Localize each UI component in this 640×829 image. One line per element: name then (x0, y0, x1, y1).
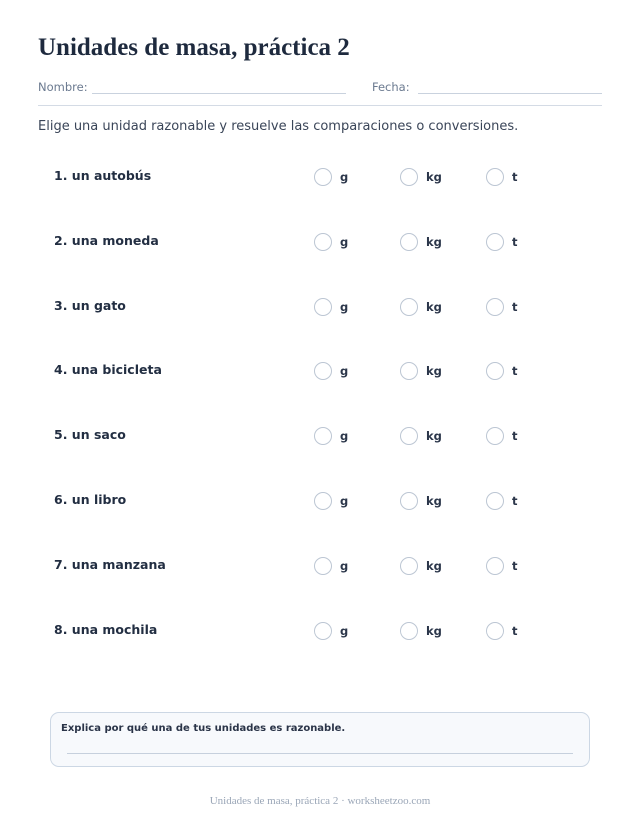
option-label: g (340, 494, 349, 508)
radio-circle-icon[interactable] (314, 233, 332, 251)
option-label: g (340, 170, 349, 184)
option-label: t (512, 623, 518, 638)
radio-circle-icon[interactable] (486, 557, 504, 575)
option-kg[interactable] (400, 555, 442, 577)
footer: Unidades de masa, práctica 2 · worksheetzoo.com (209, 795, 431, 807)
question-row (54, 360, 574, 382)
question-label: 4. una bicicleta (54, 362, 162, 378)
option-t[interactable] (486, 425, 518, 447)
explain-answer-line[interactable] (67, 753, 573, 754)
option-label: kg (426, 170, 442, 184)
radio-circle-icon[interactable] (400, 298, 418, 316)
option-label: t (512, 170, 518, 184)
question-row (54, 296, 574, 318)
radio-circle-icon[interactable] (400, 168, 418, 186)
option-label: kg (426, 558, 442, 573)
option-kg[interactable] (400, 360, 442, 382)
option-t[interactable] (486, 360, 518, 382)
radio-circle-icon[interactable] (400, 233, 418, 251)
option-label: g (340, 623, 349, 638)
option-g[interactable] (314, 620, 348, 642)
option-t[interactable] (486, 490, 518, 512)
radio-circle-icon[interactable] (314, 168, 332, 186)
option-label: t (512, 494, 518, 508)
question-label: 7. una manzana (54, 556, 166, 572)
student-info-row (38, 80, 602, 96)
radio-circle-icon[interactable] (400, 362, 418, 380)
option-g[interactable] (314, 166, 348, 188)
radio-circle-icon[interactable] (314, 557, 332, 575)
option-label: t (512, 364, 518, 379)
radio-circle-icon[interactable] (400, 622, 418, 640)
option-label: t (512, 429, 518, 444)
question-row (54, 620, 574, 642)
page-title: Unidades de masa, práctica 2 (38, 34, 350, 61)
option-kg[interactable] (400, 296, 442, 318)
header-divider (38, 105, 602, 106)
option-g[interactable] (314, 296, 348, 318)
radio-circle-icon[interactable] (486, 362, 504, 380)
option-label: kg (426, 299, 442, 314)
radio-circle-icon[interactable] (486, 492, 504, 510)
option-t[interactable] (486, 296, 518, 318)
question-row (54, 425, 574, 447)
option-label: g (340, 234, 349, 249)
explain-label: Explica por qué una de tus unidades es razonable. (61, 723, 346, 734)
question-row (54, 490, 574, 512)
question-label: 8. una mochila (54, 621, 158, 637)
option-label: g (340, 429, 349, 444)
option-label: kg (426, 429, 442, 444)
option-label: kg (426, 364, 442, 379)
option-label: g (340, 299, 349, 314)
name-field[interactable] (92, 93, 346, 94)
option-label: kg (426, 494, 442, 508)
question-label: 1. un autobús (54, 168, 152, 183)
option-t[interactable] (486, 166, 518, 188)
radio-circle-icon[interactable] (486, 622, 504, 640)
option-g[interactable] (314, 425, 348, 447)
explain-box (50, 712, 590, 767)
date-field[interactable] (418, 93, 602, 94)
option-kg[interactable] (400, 231, 442, 253)
option-t[interactable] (486, 620, 518, 642)
date-label: Fecha: (372, 80, 410, 94)
question-row (54, 555, 574, 577)
option-t[interactable] (486, 555, 518, 577)
question-row (54, 231, 574, 253)
radio-circle-icon[interactable] (486, 233, 504, 251)
radio-circle-icon[interactable] (486, 298, 504, 316)
option-label: kg (426, 234, 442, 249)
radio-circle-icon[interactable] (314, 622, 332, 640)
option-kg[interactable] (400, 620, 442, 642)
question-label: 5. un saco (54, 427, 126, 443)
question-label: 3. un gato (54, 297, 126, 313)
option-t[interactable] (486, 231, 518, 253)
option-label: t (512, 558, 518, 573)
radio-circle-icon[interactable] (314, 362, 332, 380)
option-kg[interactable] (400, 166, 442, 188)
option-kg[interactable] (400, 490, 442, 512)
option-label: kg (426, 623, 442, 638)
radio-circle-icon[interactable] (400, 557, 418, 575)
radio-circle-icon[interactable] (486, 168, 504, 186)
option-label: t (512, 234, 518, 249)
radio-circle-icon[interactable] (314, 298, 332, 316)
option-label: t (512, 299, 518, 314)
option-label: g (340, 364, 349, 379)
radio-circle-icon[interactable] (486, 427, 504, 445)
radio-circle-icon[interactable] (314, 427, 332, 445)
instructions: Elige una unidad razonable y resuelve las comparaciones o conversiones. (38, 119, 519, 134)
name-label: Nombre: (38, 80, 88, 94)
option-g[interactable] (314, 231, 348, 253)
option-g[interactable] (314, 555, 348, 577)
question-label: 2. una moneda (54, 232, 159, 248)
question-row (54, 166, 574, 188)
option-g[interactable] (314, 360, 348, 382)
radio-circle-icon[interactable] (400, 427, 418, 445)
question-label: 6. un libro (54, 492, 127, 507)
radio-circle-icon[interactable] (314, 492, 332, 510)
radio-circle-icon[interactable] (400, 492, 418, 510)
option-kg[interactable] (400, 425, 442, 447)
option-g[interactable] (314, 490, 348, 512)
option-label: g (340, 558, 349, 573)
